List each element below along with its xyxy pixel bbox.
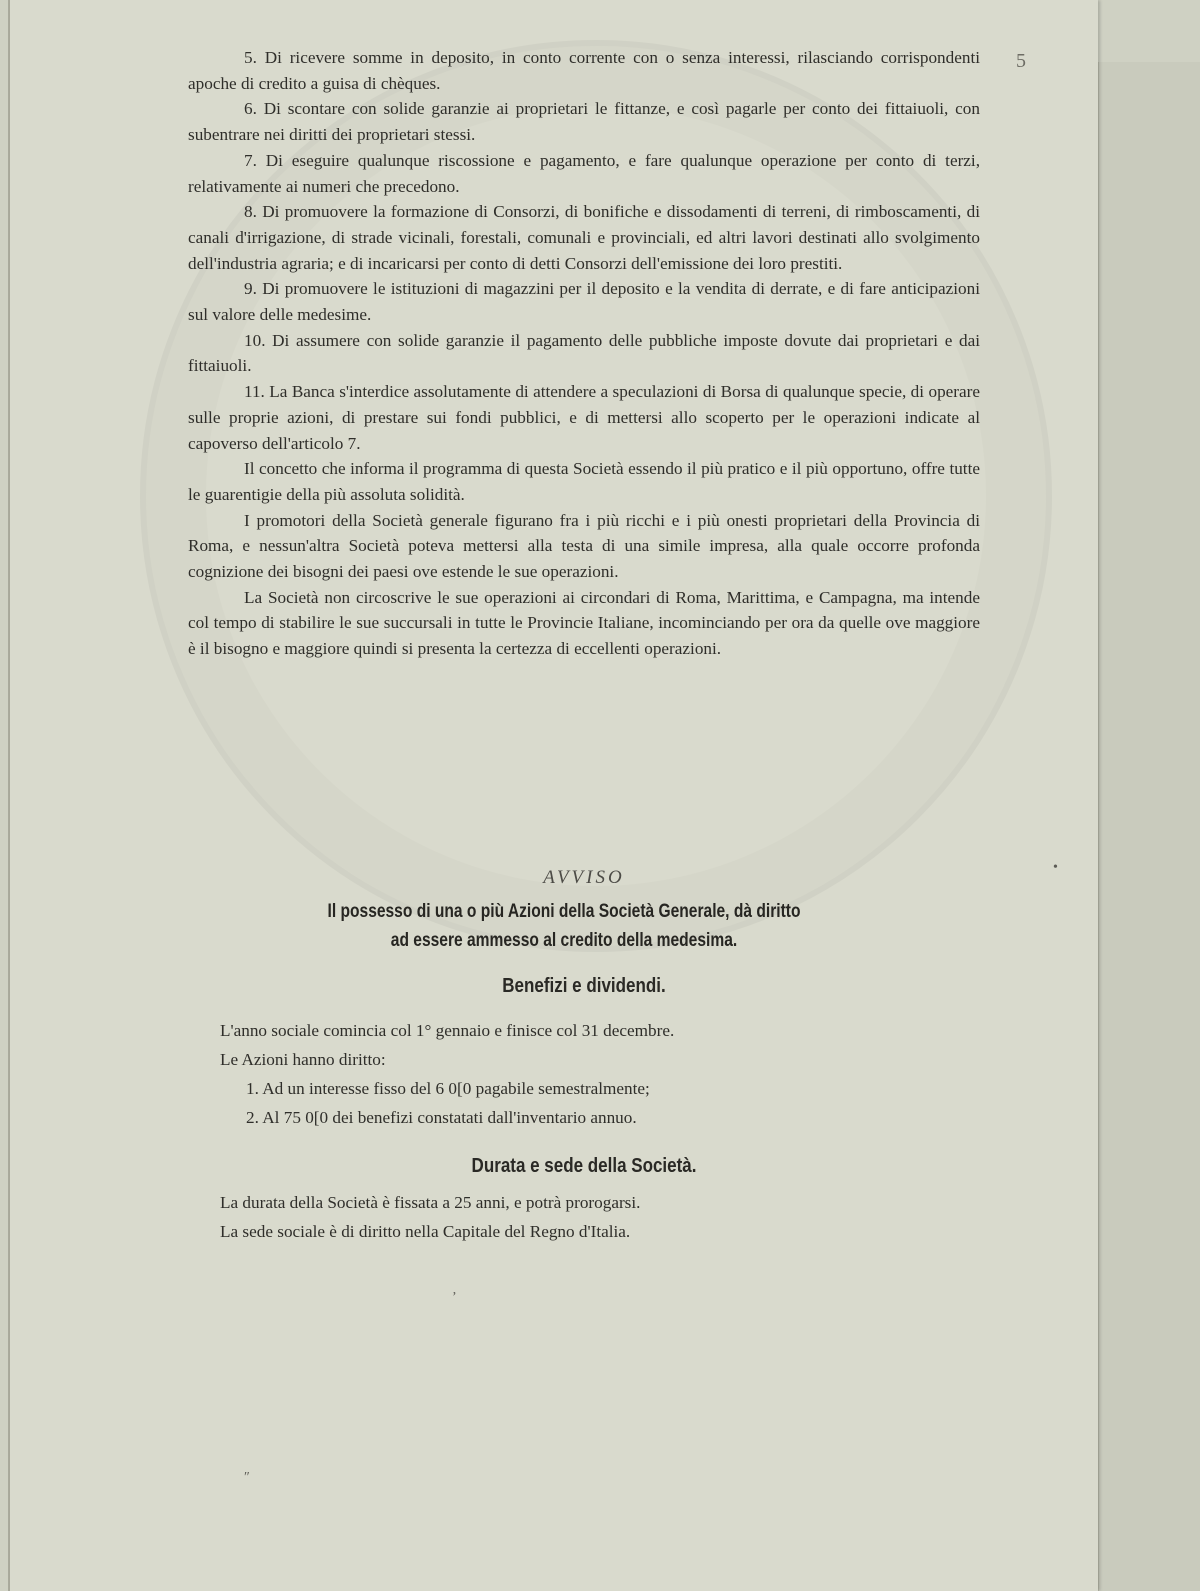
benefits-line-2: Le Azioni hanno diritto: (220, 1050, 386, 1069)
paragraph-circondari: La Società non circoscrive le sue operazioni ai circondari di Roma, Marittima, e Campagna, ma intende col tempo di stabilire le sue succursali in tutte le Provincie Italiane, incominciando per ora da quelle ove maggiore è il bisogno e maggiore quindi si presenta la certezza di eccellenti operazioni. (188, 587, 980, 659)
benefits-title: Benefizi e dividendi. (502, 975, 666, 997)
ink-speck: • (1053, 860, 1058, 875)
benefits-line-1: L'anno sociale comincia col 1° gennaio e finisce col 31 decembre. (220, 1021, 675, 1040)
durata-line-1: La durata della Società è fissata a 25 anni, e potrà prorogarsi. (220, 1193, 641, 1212)
body-text (188, 45, 980, 662)
benefits-section (188, 975, 980, 1132)
paragraph-6: 6. Di scontare con solide garanzie ai proprietari le fittanze, e così pagarle per conto dei fittaiuoli, con subentrare nei diritti dei proprietari stessi. (188, 99, 980, 145)
ink-speck: ″ (244, 1470, 250, 1485)
avviso-line-1: Il possesso di una o più Azioni della Società Generale, dà diritto (327, 901, 801, 922)
avviso-body (256, 897, 873, 955)
avviso-title: AVVISO (543, 867, 625, 888)
paragraph-7: 7. Di eseguire qualunque riscossione e pagamento, e fare qualunque operazione per conto di terzi, relativamente ai numeri che precedono. (188, 150, 980, 196)
benefits-item-2: 2. Al 75 0[0 dei benefizi constatati dall'inventario annuo. (246, 1108, 637, 1127)
avviso-section (188, 867, 980, 955)
paragraph-concetto: Il concetto che informa il programma di questa Società essendo il più pratico e il più opportuno, offre tutte le guarentigie della più assoluta solidità. (188, 459, 980, 504)
paragraph-9: 9. Di promuovere le istituzioni di magazzini per il deposito e la vendita di derrate, e di fare anticipazioni sul valore delle medesime. (188, 279, 980, 325)
benefits-item-1: 1. Ad un interesse fisso del 6 0[0 pagabile semestralmente; (246, 1079, 650, 1098)
paragraph-11: 11. La Banca s'interdice assolutamente di attendere a speculazioni di Borsa di qualunque specie, di operare sulle proprie azioni, di prestare sui fondi pubblici, e di mettersi allo scoperto per le operazioni indicate al capoverso dell'articolo 7. (188, 382, 980, 453)
avviso-line-2: ad essere ammesso al credito della medesima. (390, 930, 738, 951)
page-number: 5 (1016, 50, 1026, 72)
durata-section (188, 1155, 980, 1246)
paragraph-promotori: I promotori della Società generale figurano fra i più ricchi e i più onesti proprietari della Provincia di Roma, e nessun'altra Società poteva mettersi alla testa di una simile impresa, alla quale occorre profonda cognizione dei bisogni dei paesi ove estende le sue operazioni. (188, 510, 980, 582)
paragraph-10: 10. Di assumere con solide garanzie il pagamento delle pubbliche imposte dovute dai proprietari e dai fittaiuoli. (188, 330, 980, 376)
paragraph-5: 5. Di ricevere somme in deposito, in conto corrente con o senza interessi, rilasciando corrispondenti apoche di credito a guisa di chèques. (188, 48, 980, 93)
paragraph-8: 8. Di promuovere la formazione di Consorzi, di bonifiche e dissodamenti di terreni, di rimboscamenti, di canali d'irrigazione, di strade vicinali, forestali, comunali e provinciali, ed altri lavori destinati allo svolgimento dell'industria agraria; e di incaricarsi per conto di detti Consorzi dell'emissione dei loro prestiti. (188, 202, 980, 273)
durata-title: Durata e sede della Società. (471, 1155, 697, 1177)
durata-line-2: La sede sociale è di diritto nella Capitale del Regno d'Italia. (220, 1222, 631, 1241)
ink-speck: ʼ (452, 1290, 457, 1305)
back-sheet (1098, 62, 1200, 1591)
